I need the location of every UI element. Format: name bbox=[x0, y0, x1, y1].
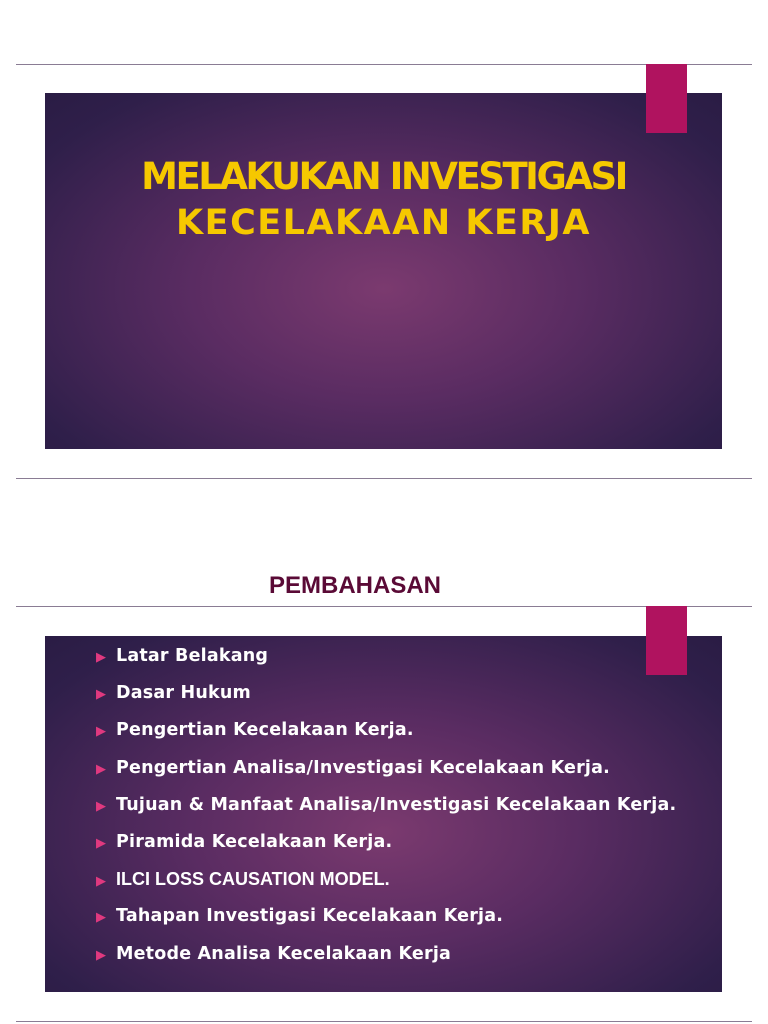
agenda-list bbox=[96, 643, 676, 978]
slide1-top-rule bbox=[16, 64, 752, 65]
agenda-item: ▶ Pengertian Kecelakaan Kerja. bbox=[96, 717, 676, 754]
agenda-item: ▶ Tahapan Investigasi Kecelakaan Kerja. bbox=[96, 903, 676, 940]
title-slide-accent bbox=[646, 64, 687, 133]
title-line-2: KECELAKAAN KERJA bbox=[176, 203, 591, 243]
agenda-item: ▶ Metode Analisa Kecelakaan Kerja bbox=[96, 941, 676, 978]
triangle-bullet-icon: ▶ bbox=[96, 687, 106, 703]
agenda-item: ▶ Tujuan & Manfaat Analisa/Investigasi Kecelakaan Kerja. bbox=[96, 792, 676, 829]
title-line-1: MELAKUKAN INVESTIGASI bbox=[141, 155, 626, 198]
triangle-bullet-icon: ▶ bbox=[96, 910, 106, 926]
agenda-heading: PEMBAHASAN bbox=[268, 572, 441, 599]
agenda-item: ▶ Pengertian Analisa/Investigasi Kecelakaan Kerja. bbox=[96, 755, 676, 792]
triangle-bullet-icon: ▶ bbox=[96, 798, 106, 814]
triangle-bullet-icon: ▶ bbox=[96, 761, 106, 777]
slide2-top-rule bbox=[16, 606, 752, 607]
agenda-item: ▶ Dasar Hukum bbox=[96, 680, 676, 717]
title-slide bbox=[45, 93, 722, 449]
slide2-bottom-rule bbox=[16, 1021, 752, 1022]
triangle-bullet-icon: ▶ bbox=[96, 724, 106, 740]
triangle-bullet-icon: ▶ bbox=[96, 874, 106, 890]
triangle-bullet-icon: ▶ bbox=[96, 650, 106, 665]
triangle-bullet-icon: ▶ bbox=[96, 835, 106, 851]
triangle-bullet-icon: ▶ bbox=[96, 947, 106, 963]
agenda-item: ▶ Latar Belakang bbox=[96, 643, 676, 680]
agenda-item: ▶ Piramida Kecelakaan Kerja. bbox=[96, 829, 676, 866]
agenda-item: ▶ ILCI LOSS CAUSATION MODEL. bbox=[96, 866, 676, 903]
slide1-bottom-rule bbox=[16, 478, 752, 479]
